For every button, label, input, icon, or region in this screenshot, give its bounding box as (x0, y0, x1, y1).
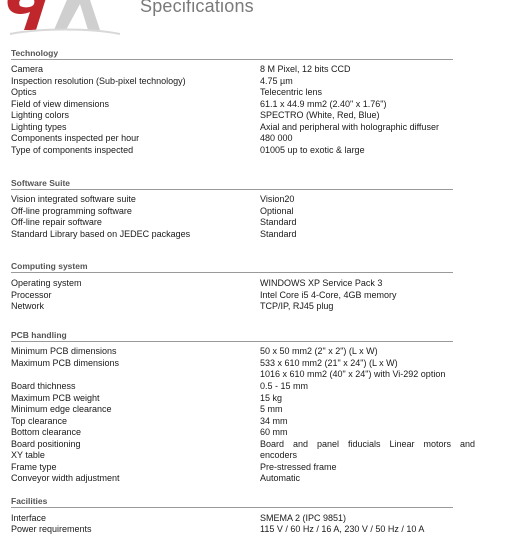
spec-label: Off-line repair software (11, 217, 102, 227)
spec-label: Board positioning (11, 438, 81, 449)
spec-label: Top clearance (11, 415, 68, 426)
section-divider (11, 341, 453, 342)
spec-label: Bottom clearance (11, 427, 82, 437)
spec-label: Processor (11, 289, 52, 300)
spec-label: Minimum PCB dimensions (11, 346, 117, 356)
spec-value: SMEMA 2 (IPC 9851) (260, 513, 347, 523)
section-heading-technology: Technology (11, 48, 59, 58)
spec-row-frame-type (11, 462, 481, 474)
spec-value: Automatic (260, 473, 301, 483)
spec-value: Optional (260, 205, 294, 216)
spec-value: 34 mm (260, 415, 288, 426)
spec-value: WINDOWS XP Service Pack 3 (260, 278, 383, 288)
9a-logo-icon (0, 0, 140, 40)
spec-value: 8 M Pixel, 12 bits CCD (260, 64, 351, 74)
spec-row-vision-suite (11, 194, 481, 206)
spec-label: Minimum edge clearance (11, 404, 112, 414)
section-heading-computing: Computing system (11, 261, 88, 271)
spec-row-max-pcb (11, 358, 481, 370)
spec-label: Interface (11, 513, 47, 523)
spec-label: Vision integrated software suite (11, 194, 136, 204)
spec-value: 15 kg (260, 392, 283, 403)
section-heading-facilities: Facilities (11, 496, 48, 506)
spec-row-component-types (11, 145, 481, 157)
spec-row-power (11, 524, 481, 536)
spec-label: Network (11, 301, 45, 311)
spec-label: Off-line programming software (11, 205, 132, 216)
spec-row-max-pcb-option (11, 369, 481, 381)
spec-label: Board thichness (11, 381, 76, 391)
spec-row-conveyor-width (11, 473, 481, 485)
spec-label: Optics (11, 87, 37, 97)
spec-value: Pre-stressed frame (260, 461, 337, 472)
spec-row-components-per-hour (11, 133, 481, 145)
spec-label: Maximum PCB weight (11, 392, 100, 403)
spec-row-top-clearance (11, 416, 481, 428)
spec-row-xy-table (11, 450, 481, 462)
spec-row-lighting-types (11, 122, 481, 134)
page-title: Specifications (140, 0, 254, 16)
spec-label: XY table (11, 450, 45, 460)
spec-row-camera (11, 64, 481, 76)
section-divider (11, 507, 453, 508)
spec-row-offline-repair (11, 217, 481, 229)
spec-value: 115 V / 60 Hz / 16 A, 230 V / 50 Hz / 10 A (260, 524, 425, 534)
spec-value: Intel Core i5 4-Core, 4GB memory (260, 289, 397, 300)
spec-row-processor (11, 290, 481, 302)
spec-row-field-of-view (11, 99, 481, 111)
spec-row-network (11, 301, 481, 313)
spec-row-lighting-colors (11, 110, 481, 122)
spec-value: 4.75 µm (260, 75, 293, 86)
spec-row-standard-library (11, 229, 481, 241)
spec-value-board-positioning: Board and panel fiducials Linear motors and (260, 438, 475, 449)
section-divider (11, 59, 453, 60)
spec-row-bottom-clearance (11, 427, 481, 439)
spec-row-interface (11, 513, 481, 525)
spec-value: 1016 x 610 mm2 (40" x 24") with Vi-292 option (260, 369, 446, 379)
spec-value: Standard (260, 228, 297, 239)
spec-row-min-pcb (11, 346, 481, 358)
spec-value: 533 x 610 mm2 (21" x 24") (L x W) (260, 357, 398, 368)
spec-row-edge-clearance (11, 404, 481, 416)
spec-value: SPECTRO (White, Red, Blue) (260, 110, 380, 120)
spec-row-operating-system (11, 278, 481, 290)
spec-value: 01005 up to exotic & large (260, 144, 365, 155)
spec-label: Inspection resolution (Sub-pixel technology) (11, 75, 186, 86)
spec-label: Lighting colors (11, 110, 70, 120)
spec-value: Vision20 (260, 194, 295, 204)
spec-label: Field of view dimensions (11, 98, 110, 109)
spec-row-board-thickness (11, 381, 481, 393)
section-divider (11, 189, 453, 190)
spec-value: 480 000 (260, 133, 293, 143)
spec-value: 0.5 - 15 mm (260, 381, 309, 391)
spec-value: 5 mm (260, 404, 283, 414)
spec-label: Components inspected per hour (11, 133, 140, 143)
spec-row-max-weight (11, 393, 481, 405)
section-divider (11, 272, 453, 273)
spec-label: Lighting types (11, 121, 67, 132)
spec-value: 50 x 50 mm2 (2" x 2") (L x W) (260, 346, 378, 356)
spec-value: Telecentric lens (260, 87, 323, 97)
spec-label: Standard Library based on JEDEC packages (11, 228, 191, 239)
spec-label: Operating system (11, 278, 82, 288)
spec-value: 60 mm (260, 427, 288, 437)
spec-label: Power requirements (11, 524, 92, 534)
section-heading-software: Software Suite (11, 178, 71, 188)
spec-label: Conveyor width adjustment (11, 473, 120, 483)
spec-row-optics (11, 87, 481, 99)
spec-row-inspection-resolution (11, 76, 481, 88)
spec-label: Maximum PCB dimensions (11, 357, 120, 368)
spec-row-offline-programming (11, 206, 481, 218)
spec-value: 61.1 x 44.9 mm2 (2.40" x 1.76") (260, 98, 387, 109)
section-heading-pcb: PCB handling (11, 330, 67, 340)
spec-value: Axial and peripheral with holographic diffuser (260, 121, 439, 132)
spec-label: Type of components inspected (11, 144, 134, 155)
spec-label: Camera (11, 64, 44, 74)
spec-value: Standard (260, 217, 297, 227)
spec-value: TCP/IP, RJ45 plug (260, 301, 334, 311)
spec-value: encoders (260, 450, 298, 460)
spec-label: Frame type (11, 461, 57, 472)
